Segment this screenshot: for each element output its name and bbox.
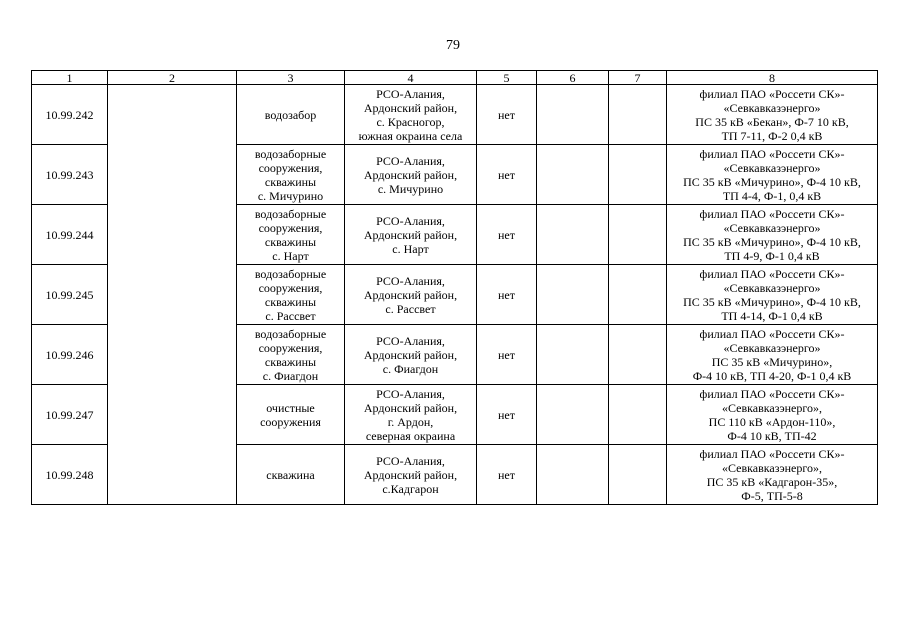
- cell-code: 10.99.247: [32, 385, 108, 445]
- column-header: 6: [537, 71, 609, 85]
- cell-col5: нет: [477, 385, 537, 445]
- cell-col7: [609, 445, 667, 505]
- cell-object: [237, 85, 345, 145]
- address-line: РСО-Алания,: [376, 453, 445, 468]
- cell-col6: [537, 85, 609, 145]
- cell-col7: [609, 85, 667, 145]
- supply-line: «Севкавказэнерго»: [723, 100, 821, 115]
- cell-address: [345, 145, 477, 205]
- cell-object: [237, 325, 345, 385]
- supply-line: Ф-4 10 кВ, ТП 4-20, Ф-1 0,4 кВ: [692, 368, 852, 383]
- supply-line: «Севкавказэнерго»: [723, 220, 821, 235]
- address-line: РСО-Алания,: [376, 273, 445, 288]
- column-header: 5: [477, 71, 537, 85]
- object-line: водозаборные: [254, 206, 327, 221]
- supply-line: ПС 35 кВ «Мичурино»,: [711, 354, 833, 369]
- cell-address: [345, 205, 477, 265]
- object-line: скважины: [264, 174, 317, 189]
- cell-col6: [537, 325, 609, 385]
- cell-col6: [537, 445, 609, 505]
- column-header: 1: [32, 71, 108, 85]
- cell-supply: [667, 205, 878, 265]
- supply-line: «Севкавказэнерго»,: [721, 460, 823, 475]
- object-line: очистные: [266, 400, 315, 415]
- cell-col5: нет: [477, 205, 537, 265]
- cell-col6: [537, 145, 609, 205]
- supply-line: ПС 35 кВ «Кадгарон-35»,: [706, 474, 838, 489]
- supply-line: филиал ПАО «Россети СК»-: [699, 386, 845, 401]
- address-line: с. Фиагдон: [382, 361, 439, 376]
- object-line: с. Фиагдон: [262, 368, 319, 383]
- cell-object: [237, 145, 345, 205]
- address-line: Ардонский район,: [363, 400, 458, 415]
- cell-col7: [609, 205, 667, 265]
- object-line: сооружения,: [258, 340, 323, 355]
- supply-line: филиал ПАО «Россети СК»-: [699, 446, 845, 461]
- object-line: скважина: [266, 467, 315, 482]
- address-line: РСО-Алания,: [376, 86, 445, 101]
- supply-line: ТП 4-9, Ф-1 0,4 кВ: [724, 248, 820, 263]
- object-line: скважины: [264, 354, 317, 369]
- cell-col5: нет: [477, 325, 537, 385]
- column-header: 4: [345, 71, 477, 85]
- cell-col5: нет: [477, 265, 537, 325]
- cell-code: 10.99.242: [32, 85, 108, 145]
- object-line: сооружения,: [258, 280, 323, 295]
- table-row: [32, 85, 878, 145]
- column-header: 2: [108, 71, 237, 85]
- address-line: с. Рассвет: [385, 301, 436, 316]
- data-table: [31, 70, 878, 505]
- address-line: РСО-Алания,: [376, 386, 445, 401]
- column-header: 3: [237, 71, 345, 85]
- cell-object: [237, 385, 345, 445]
- cell-object: [237, 265, 345, 325]
- address-line: северная окраина: [365, 428, 456, 443]
- supply-line: филиал ПАО «Россети СК»-: [699, 146, 845, 161]
- column-header: 7: [609, 71, 667, 85]
- supply-line: ТП 4-4, Ф-1, 0,4 кВ: [722, 188, 822, 203]
- cell-col6: [537, 385, 609, 445]
- cell-col5: нет: [477, 85, 537, 145]
- address-line: южная окраина села: [358, 128, 463, 143]
- cell-code: 10.99.243: [32, 145, 108, 205]
- cell-col7: [609, 265, 667, 325]
- object-line: водозаборные: [254, 326, 327, 341]
- cell-col5: нет: [477, 145, 537, 205]
- cell-col5: нет: [477, 445, 537, 505]
- supply-line: «Севкавказэнерго»: [723, 340, 821, 355]
- address-line: Ардонский район,: [363, 100, 458, 115]
- object-line: сооружения,: [258, 220, 323, 235]
- cell-col7: [609, 145, 667, 205]
- supply-line: «Севкавказэнерго»: [723, 280, 821, 295]
- cell-object: [237, 445, 345, 505]
- page-number: 79: [446, 38, 460, 53]
- cell-col6: [537, 265, 609, 325]
- object-line: с. Мичурино: [257, 188, 324, 203]
- object-line: скважины: [264, 234, 317, 249]
- cell-supply: [667, 265, 878, 325]
- address-line: с.Кадгарон: [382, 481, 439, 496]
- object-line: водозаборные: [254, 146, 327, 161]
- address-line: с. Нарт: [392, 241, 429, 256]
- cell-supply: [667, 145, 878, 205]
- cell-supply: [667, 445, 878, 505]
- cell-address: [345, 265, 477, 325]
- address-line: Ардонский район,: [363, 347, 458, 362]
- object-line: с. Нарт: [272, 248, 309, 263]
- cell-col7: [609, 385, 667, 445]
- supply-line: филиал ПАО «Россети СК»-: [699, 206, 845, 221]
- cell-address: [345, 385, 477, 445]
- address-line: Ардонский район,: [363, 287, 458, 302]
- cell-code: 10.99.248: [32, 445, 108, 505]
- address-line: Ардонский район,: [363, 467, 458, 482]
- supply-line: ПС 35 кВ «Бекан», Ф-7 10 кВ,: [695, 114, 849, 129]
- cell-address: [345, 85, 477, 145]
- supply-line: «Севкавказэнерго»: [723, 160, 821, 175]
- supply-line: ПС 35 кВ «Мичурино», Ф-4 10 кВ,: [683, 294, 861, 309]
- address-line: г. Ардон,: [387, 414, 434, 429]
- cell-code: 10.99.246: [32, 325, 108, 385]
- cell-supply: [667, 385, 878, 445]
- cell-address: [345, 325, 477, 385]
- supply-line: Ф-5, ТП-5-8: [741, 488, 803, 503]
- address-line: Ардонский район,: [363, 227, 458, 242]
- supply-line: ТП 7-11, Ф-2 0,4 кВ: [721, 128, 823, 143]
- supply-line: филиал ПАО «Россети СК»-: [699, 326, 845, 341]
- address-line: с. Красногор,: [376, 114, 445, 129]
- header-row: [32, 71, 878, 85]
- supply-line: Ф-4 10 кВ, ТП-42: [727, 428, 817, 443]
- cell-supply: [667, 325, 878, 385]
- cell-supply: [667, 85, 878, 145]
- cell-code: 10.99.244: [32, 205, 108, 265]
- supply-line: «Севкавказэнерго»,: [721, 400, 823, 415]
- cell-object: [237, 205, 345, 265]
- cell-col2-merged: [108, 85, 237, 505]
- address-line: РСО-Алания,: [376, 213, 445, 228]
- supply-line: ПС 110 кВ «Ардон-110»,: [708, 414, 836, 429]
- cell-address: [345, 445, 477, 505]
- object-line: водозаборные: [254, 266, 327, 281]
- supply-line: ПС 35 кВ «Мичурино», Ф-4 10 кВ,: [683, 174, 861, 189]
- address-line: Ардонский район,: [363, 167, 458, 182]
- supply-line: филиал ПАО «Россети СК»-: [699, 266, 845, 281]
- supply-line: филиал ПАО «Россети СК»-: [699, 86, 845, 101]
- supply-line: ТП 4-14, Ф-1 0,4 кВ: [721, 308, 823, 323]
- supply-line: ПС 35 кВ «Мичурино», Ф-4 10 кВ,: [683, 234, 861, 249]
- cell-col7: [609, 325, 667, 385]
- column-header: 8: [667, 71, 878, 85]
- object-line: сооружения,: [258, 160, 323, 175]
- address-line: РСО-Алания,: [376, 153, 445, 168]
- address-line: РСО-Алания,: [376, 333, 445, 348]
- cell-col6: [537, 205, 609, 265]
- object-line: скважины: [264, 294, 317, 309]
- object-line: водозабор: [264, 107, 317, 122]
- cell-code: 10.99.245: [32, 265, 108, 325]
- address-line: с. Мичурино: [377, 181, 444, 196]
- object-line: сооружения: [260, 414, 321, 429]
- object-line: с. Рассвет: [265, 308, 316, 323]
